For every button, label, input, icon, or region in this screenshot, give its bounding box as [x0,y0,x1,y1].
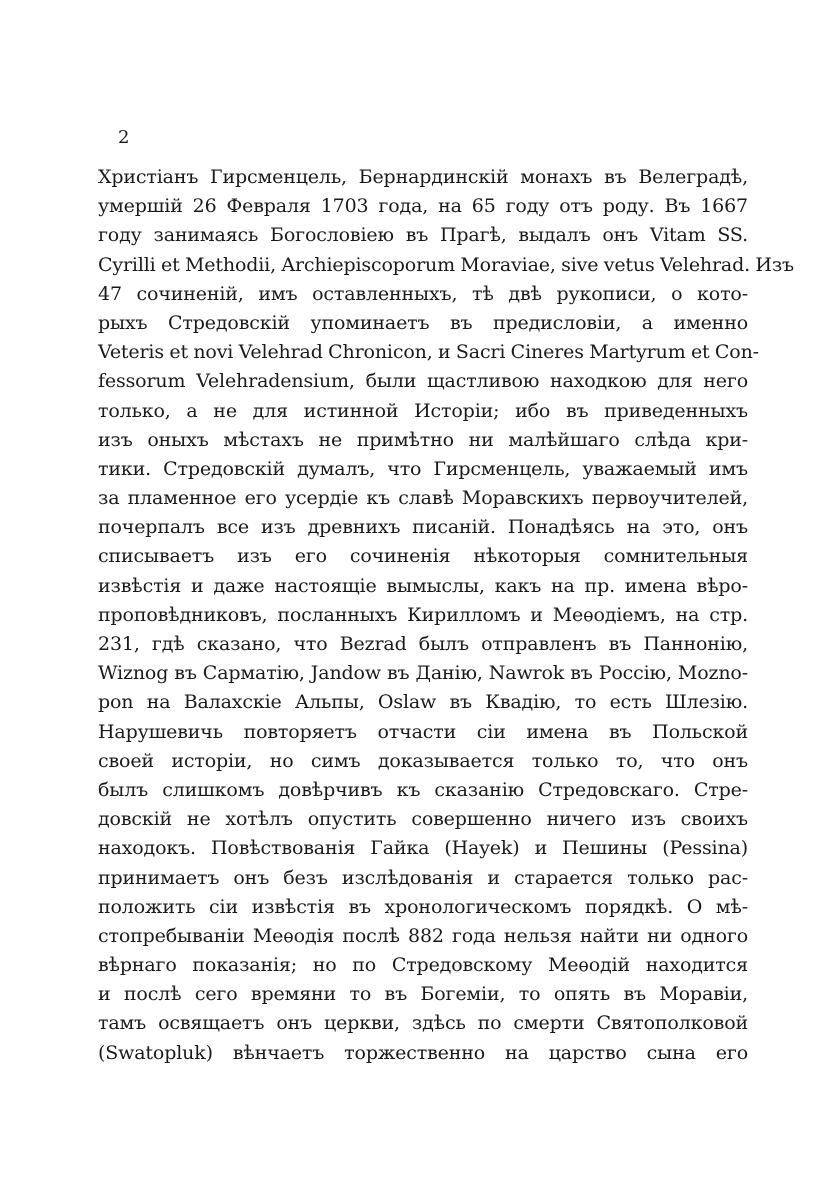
text-line: 231, гдѣ сказано, что Bezrad былъ отправленъ въ Паннонiю, [98,633,748,655]
text-line: почерпалъ все изъ древнихъ писанiй. Понадѣясь на это, онъ [98,516,748,539]
text-line: умершiй 26 Февраля 1703 года, на 65 году отъ роду. Въ 1667 [98,195,748,218]
text-line: 47 сочиненiй, имъ оставленныхъ, тѣ двѣ рукописи, о кото- [98,282,748,305]
text-line: положить сiи извѣстiя въ хронологическомъ порядкѣ. О мѣ- [98,895,748,918]
text-line: году занимаясь Богословiею въ Прагѣ, выдалъ онъ Vitam SS. [98,224,748,247]
text-line: (Swatopluk) вѣнчаетъ торжественно на царство сына его [98,1041,748,1064]
text-line: списываетъ изъ его сочиненiя нѣкоторыя сомнительныя [98,545,748,568]
text-line: и послѣ сего времяни то въ Богемiи, то опять въ Моравiи, [98,983,748,1006]
text-line: стопребыванiи Меѳодiя послѣ 882 года нельзя найти ни одного [98,924,748,947]
text-line: pon на Валахскiе Альпы, Oslaw въ Квадiю, то есть Шлезiю. [98,691,748,714]
text-line: проповѣдниковъ, посланныхъ Кирилломъ и Меѳодiемъ, на стр. [98,603,748,626]
text-line: только, а не для истинной Исторiи; ибо въ приведенныхъ [98,399,748,422]
text-line: Нарушевичь повторяетъ отчасти сiи имена въ Польской [98,720,748,743]
text-line: за пламенное его усердiе къ славѣ Моравскихъ первоучителей, [98,487,748,510]
text-line: рыхъ Стредовскiй упоминаетъ въ предисловiи, а именно [98,311,748,334]
text-line: тамъ освящаетъ онъ церкви, здѣсь по смерти Святополковой [98,1012,748,1035]
text-line: Cyrilli et Methodii, Archiepiscoporum Moraviae, sive vetus Velehrad. Изъ [98,253,794,276]
text-line: своей исторiи, но симъ доказывается только то, что онъ [98,749,748,772]
text-line: Veteris et novi Velehrad Chronicon, и Sacri Cineres Martyrum et Con- [98,341,759,364]
text-line: извѣстiя и даже настоящiе вымыслы, какъ на пр. имена вѣро- [98,574,748,597]
text-line: принимаетъ онъ безъ изслѣдованiя и старается только рас- [98,866,748,889]
text-line: Wiznog въ Сарматiю, Jandow въ Данiю, Nawrok въ Россiю, Mozno- [98,662,748,685]
text-line: былъ слишкомъ довѣрчивъ къ сказанiю Стредовскаго. Стре- [98,778,748,801]
text-line: тики. Стредовскiй думалъ, что Гирсменцель, уважаемый имъ [98,457,748,480]
text-line: довскiй не хотѣлъ опустить совершенно ничего изъ своихъ [98,808,748,831]
text-line: находокъ. Повѣствованiя Гайка (Hayek) и Пешины (Pessina) [98,837,748,860]
page-number: 2 [118,127,130,148]
text-line: вѣрнаго показанiя; но по Стредовскому Меѳодiй находится [98,954,748,977]
text-line: fessorum Velehradensium, были щастливою находкою для него [98,370,748,393]
body-text [98,163,794,1068]
text-line: Христiанъ Гирсменцель, Бернардинскiй монахъ въ Велеградѣ, [98,166,748,188]
text-line: изъ оныхъ мѣстахъ не примѣтно ни малѣйшаго слѣда кри- [98,428,748,451]
